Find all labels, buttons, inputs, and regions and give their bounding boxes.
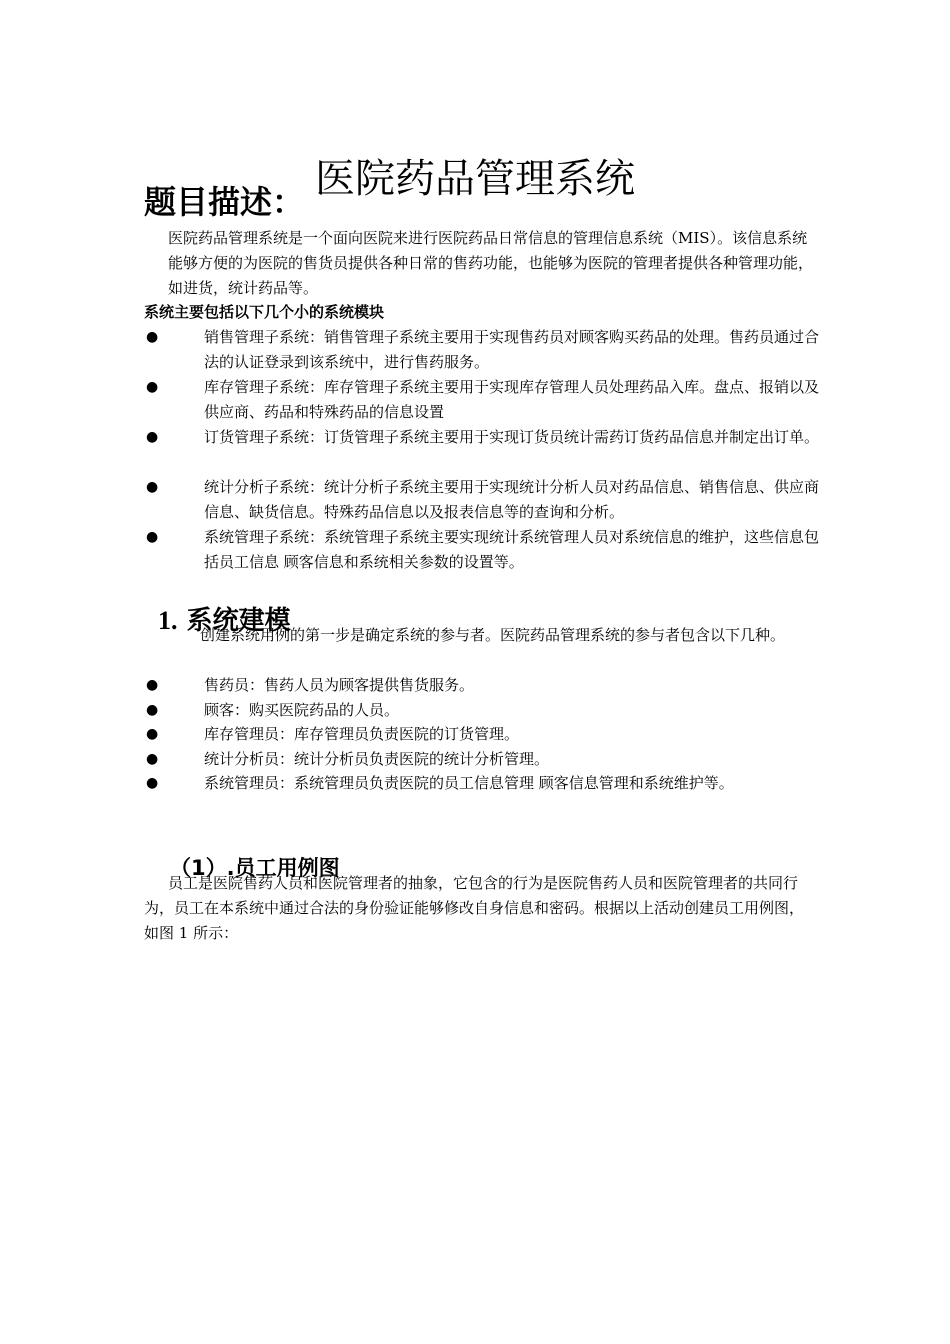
bullet-icon: ● [146,329,159,345]
actor-text: 统计分析员：统计分析员负责医院的统计分析管理。 [204,749,550,768]
bullet-icon: ● [146,379,159,395]
bullet-icon: ● [146,529,159,545]
bullet-icon: ● [146,726,159,743]
module-text: 统计分析子系统：统计分析子系统主要用于实现统计分析人员对药品信息、销售信息、供应商信息、缺货信息。特殊药品信息以及报表信息等的查询和分析。 [204,478,820,521]
list-item [144,747,824,772]
list-item [144,375,824,425]
modeling-heading-number: 1. [158,605,178,635]
employee-usecase-heading: （1）.员工用例图 [170,856,340,880]
section-title: 题目描述： [144,183,305,221]
list-item [144,325,824,375]
actors-list [144,673,824,796]
actor-text: 系统管理员：系统管理员负责医院的员工信息管理 顾客信息管理和系统维护等。 [204,774,734,793]
module-text: 订货管理子系统：订货管理子系统主要用于实现订货员统计需药订货药品信息并制定出订单。 [204,428,820,446]
modules-heading: 系统主要包括以下几个小的系统模块 [144,303,385,321]
bullet-icon: ● [146,479,159,495]
list-item [144,673,824,698]
page-title: 医院药品管理系统 [315,155,635,202]
bullet-icon: ● [146,775,159,792]
bullet-icon: ● [146,429,159,445]
list-item [144,475,824,525]
list-item [144,722,824,747]
actors-intro-paragraph: 创建系统用例的第一步是确定系统的参与者。医院药品管理系统的参与者包含以下几种。 [200,626,786,644]
actor-text: 顾客：购买医院药品的人员。 [204,700,400,719]
employee-paragraph: 员工是医院售药人员和医院管理者的抽象，它包含的行为是医院售药人员和医院管理者的共同行为，员工在本系统中通过合法的身份验证能够修改自身信息和密码。根据以上活动创建员工用例图，如图 1 所示： [144,874,805,942]
bullet-icon: ● [146,750,159,767]
actor-text: 库存管理员：库存管理员负责医院的订货管理。 [204,725,520,744]
module-text: 系统管理子系统：系统管理子系统主要实现统计系统管理人员对系统信息的维护，这些信息包括员工信息 顾客信息和系统相关参数的设置等。 [204,528,820,571]
list-item [144,771,824,796]
modeling-heading-text: 系统建模 [186,605,291,636]
bullet-icon: ● [146,677,159,693]
intro-paragraph: 医院药品管理系统是一个面向医院来进行医院药品日常信息的管理信息系统（MIS）。该信息系统能够方便的为医院的售货员提供各种日常的售药功能，也能够为医院的管理者提供各种管理功能，如进货，统计药品等。 [168,229,814,297]
bullet-icon: ● [146,701,159,718]
list-item [144,525,824,575]
list-item [144,698,824,723]
list-item [144,425,824,475]
actor-text: 售药员：售药人员为顾客提供售货服务。 [204,676,475,694]
modules-list [144,325,824,575]
module-text: 库存管理子系统：库存管理子系统主要用于实现库存管理人员处理药品入库。盘点、报销以及供应商、药品和特殊药品的信息设置 [204,378,820,421]
module-text: 销售管理子系统：销售管理子系统主要用于实现售药员对顾客购买药品的处理。售药员通过合法的认证登录到该系统中，进行售药服务。 [204,328,820,371]
